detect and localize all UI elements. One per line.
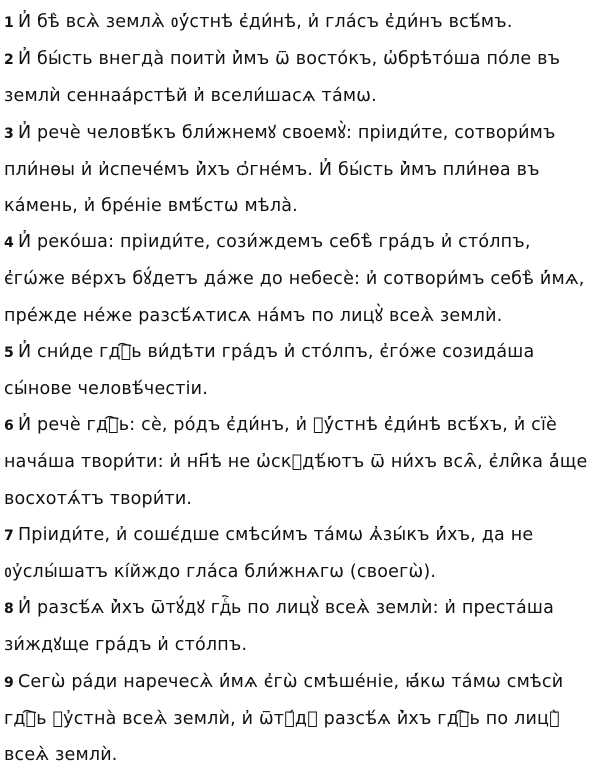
verse-7 bbox=[4, 517, 596, 590]
verse-text: Пріиди́те, и҆ сошє́дше смѣси́мъ та́мѡ ѧ҆зы́къ и҆́хъ, да не ᲂу҆слы́шатъ кі́йждо гла́са бли́жнѧгѡ (своегѡ̀). bbox=[4, 524, 534, 583]
verse-number: 5 bbox=[4, 344, 14, 361]
verse-number: 6 bbox=[4, 418, 14, 435]
verse-text: И҆ речѐ человѣ́къ бли́жнемꙋ своемꙋ̀: пріиди́те, сотвори́мъ пли́нѳы и҆ и҆спече́мъ и҆̀хъ ѻ҆гне́мъ. И҆ бы́сть и҆̀мъ пли́нѳа въ ка́мень, и҆ бре́ніе вмѣ́стѡ мѣла̀. bbox=[4, 122, 556, 217]
verse-number: 3 bbox=[4, 125, 14, 142]
verse-text: И҆ разсѣ́ѧ и҆̀хъ ѿтꙋ́дꙋ гдⷭ҇ь по лицꙋ̀ всеѧ̀ землѝ: и҆ преста́ша зи́ждꙋще гра́дъ и҆ сто́лпъ. bbox=[4, 598, 555, 656]
verse-number: 1 bbox=[4, 15, 14, 31]
verse-text: И҆ речѐ гдⷭ҇ь: сѐ, ро́дъ є҆ди́нъ, и҆ ᲂу҆́стнѣ є҆ди́нѣ всѣ́хъ, и҆ сїѐ нача́ша твори́ти: и҆ нн҃ѣ не ѡ҆скꙋдѣ́ютъ ѿ ни́хъ всѧ̑, є҆ли̑ка а҆́ще восхотѧ́тъ твори́ти. bbox=[4, 415, 588, 509]
verse-4 bbox=[4, 224, 596, 334]
verse-3 bbox=[4, 115, 596, 225]
verse-number: 2 bbox=[4, 52, 14, 69]
verse-number: 9 bbox=[4, 674, 14, 691]
verse-9 bbox=[4, 664, 596, 773]
verse-number: 7 bbox=[4, 527, 14, 544]
verse-1 bbox=[4, 4, 596, 41]
verse-text: И҆ бы́сть внегда̀ поитѝ и҆̀мъ ѿ восто́къ, ѡ҆брѣто́ша по́ле въ землѝ сеннаа́рстѣй и҆ всели́шасѧ та́мѡ. bbox=[4, 49, 561, 107]
verse-text: И҆ бѣ̀ всѧ̀ землѧ̀ ᲂу҆́стнѣ є҆ди́нѣ, и҆ гла́съ є҆ди́нъ всѣ́мъ. bbox=[17, 12, 513, 32]
verse-text: И҆ реко́ша: пріиди́те, сози́ждемъ себѣ̀ гра́дъ и҆ сто́лпъ, є҆гѡ́же ве́рхъ бꙋ́детъ да́же до небесѐ: и҆ сотвори́мъ себѣ̀ и҆́мѧ, пре́жде не́же разсѣ́ѧтисѧ на́мъ по лицꙋ̀ всеѧ̀ землѝ. bbox=[4, 232, 585, 326]
verse-number: 4 bbox=[4, 235, 14, 252]
verse-number: 8 bbox=[4, 601, 14, 618]
verse-2 bbox=[4, 41, 596, 114]
verse-5 bbox=[4, 334, 596, 407]
verse-text: Сегѡ̀ ра́ди наречесѧ̀ и҆́мѧ є҆гѡ̀ смѣше́ніе, ꙗ҆́кѡ та́мѡ смѣсѝ гдⷭ҇ь ᲂу҆стна̀ всеѧ̀ землѝ, и҆ ѿтꙋ́дꙋ разсѣ́ѧ и҆̀хъ гдⷭ҇ь по лицꙋ̀ всеѧ̀ землѝ. bbox=[4, 671, 564, 766]
verse-6 bbox=[4, 407, 596, 517]
verse-text: И҆ сни́де гдⷭ҇ь ви́дѣти гра́дъ и҆ сто́лпъ, є҆го́же созида́ша сы́нове человѣ́честіи. bbox=[4, 341, 535, 400]
verse-8 bbox=[4, 590, 596, 663]
